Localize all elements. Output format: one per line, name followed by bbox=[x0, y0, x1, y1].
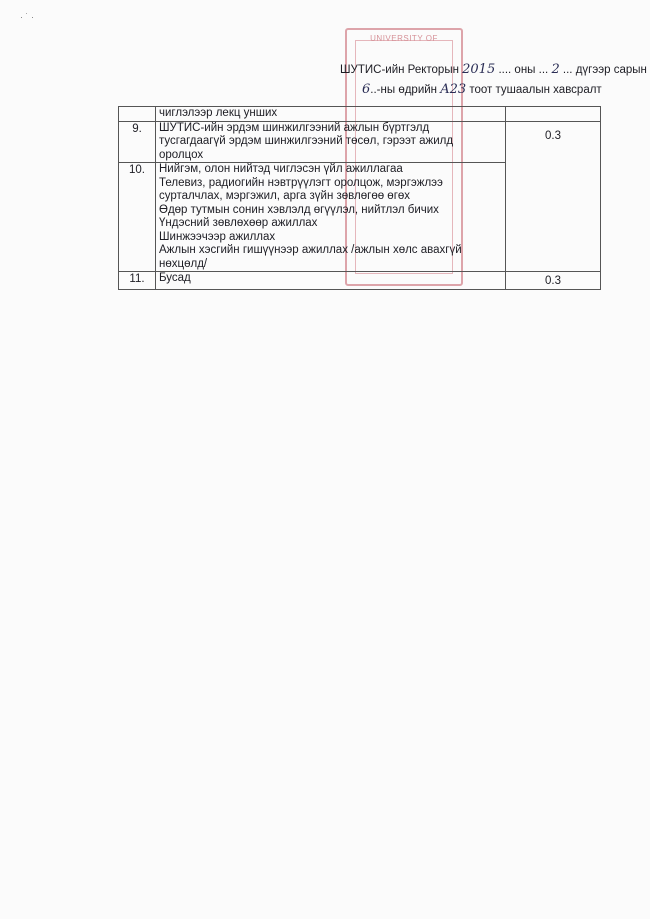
row-number bbox=[119, 107, 156, 122]
stamp-top-text: UNIVERSITY OF bbox=[370, 34, 438, 43]
table-row bbox=[119, 107, 601, 122]
row-line: Шинжээчээр ажиллах bbox=[159, 230, 276, 243]
header-day: 6 bbox=[362, 82, 371, 97]
row-line: оролцох bbox=[159, 148, 204, 161]
header-line-2: 6..-ны өдрийн A23 тоот тушаалын хавсралт bbox=[362, 82, 602, 97]
header-suffix2: тоот тушаалын хавсралт bbox=[469, 84, 602, 96]
row-line: Үндэсний зөвлөхөөр ажиллах bbox=[159, 217, 318, 229]
table-row bbox=[119, 272, 601, 290]
header-year: 2015 bbox=[462, 62, 496, 77]
header-month: 2 bbox=[551, 62, 560, 77]
row-description bbox=[156, 107, 506, 122]
header-line-1: ШУТИС-ийн Ректорын 2015 .... оны ... 2 ... дүгээр сарын bbox=[340, 62, 647, 77]
header-suffix: дүгээр сарын bbox=[575, 64, 647, 76]
header-mid2: -ны өдрийн bbox=[376, 84, 438, 96]
header-prefix: ШУТИС-ийн Ректорын bbox=[340, 64, 459, 76]
row-score bbox=[506, 107, 601, 122]
row-line: сурталчлах, мэргэжил, арга зүйн зөвлөгөө өгөх bbox=[159, 190, 411, 202]
row-number: 9. bbox=[119, 121, 156, 163]
row-line: нөхцөлд/ bbox=[159, 257, 208, 270]
row-description bbox=[156, 163, 506, 272]
row-line: Телевиз, радиогийн нэвтрүүлэгт оролцож, мэргэжлээ bbox=[159, 176, 443, 189]
row-line: Бусад bbox=[159, 272, 191, 284]
scan-marks: · ˙ · bbox=[20, 12, 34, 22]
table-row bbox=[119, 121, 601, 163]
row-description bbox=[156, 121, 506, 163]
header-mid: оны bbox=[514, 64, 536, 76]
row-line: тусгагдаагүй эрдэм шинжилгээний төсөл, гэрээт ажилд bbox=[159, 135, 454, 147]
row-line: ШУТИС-ийн эрдэм шинжилгээний ажлын бүртгэлд bbox=[159, 121, 430, 134]
activity-table bbox=[118, 106, 601, 290]
row-number: 11. bbox=[119, 272, 156, 290]
row-line: Ажлын хэсгийн гишүүнээр ажиллах /ажлын хөлс авахгүй bbox=[159, 244, 462, 256]
row-description bbox=[156, 272, 506, 290]
row-number: 10. bbox=[119, 163, 156, 272]
row-score: 0.3 bbox=[506, 272, 601, 290]
row-line: Өдөр тутмын сонин хэвлэлд өгүүлэл, нийтлэл бичих bbox=[159, 203, 439, 216]
header-number: A23 bbox=[440, 82, 467, 97]
row-line: Нийгэм, олон нийтэд чиглэсэн үйл ажиллагаа bbox=[159, 163, 403, 175]
row-line: чиглэлээр лекц унших bbox=[159, 107, 278, 119]
row-score: 0.3 bbox=[506, 121, 601, 272]
